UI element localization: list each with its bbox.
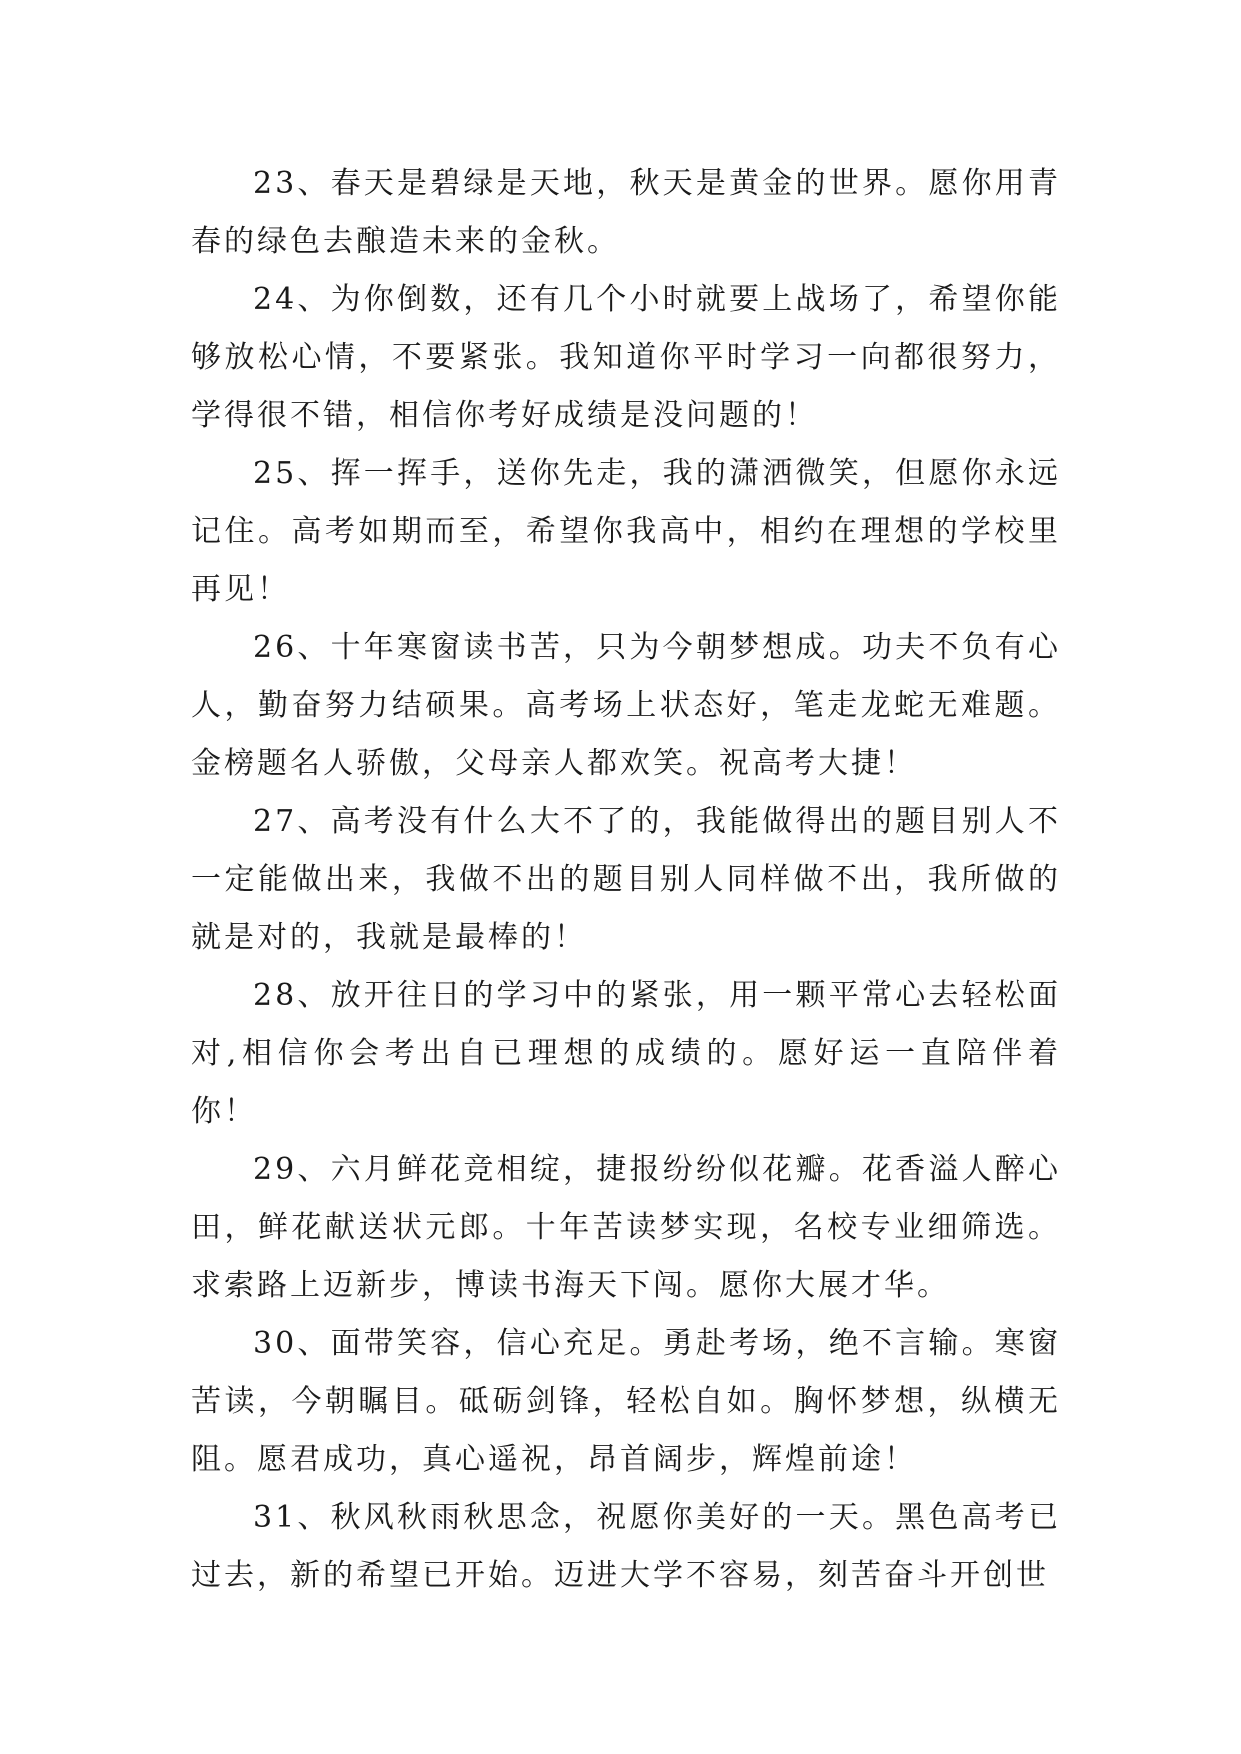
paragraph-29: 29、六月鲜花竞相绽，捷报纷纷似花瓣。花香溢人醉心田，鲜花献送状元郎。十年苦读梦实现，名校专业细筛选。求索路上迈新步，博读书海天下闯。愿你大展才华。 <box>191 1152 1061 1303</box>
paragraph-25: 25、挥一挥手，送你先走，我的潇洒微笑，但愿你永远记住。高考如期而至，希望你我高中，相约在理想的学校里再见！ <box>191 456 1061 607</box>
paragraph-26: 26、十年寒窗读书苦，只为今朝梦想成。功夫不负有心人，勤奋努力结硕果。高考场上状态好，笔走龙蛇无难题。金榜题名人骄傲，父母亲人都欢笑。祝高考大捷！ <box>191 630 1061 781</box>
paragraph-27: 27、高考没有什么大不了的，我能做得出的题目别人不一定能做出来，我做不出的题目别人同样做不出，我所做的就是对的，我就是最棒的！ <box>191 804 1061 955</box>
document-body <box>191 155 1061 1605</box>
paragraph-28: 28、放开往日的学习中的紧张，用一颗平常心去轻松面对,相信你会考出自已理想的成绩的。愿好运一直陪伴着你！ <box>191 978 1061 1129</box>
paragraph-31: 31、秋风秋雨秋思念，祝愿你美好的一天。黑色高考已过去，新的希望已开始。迈进大学不容易，刻苦奋斗开创世 <box>191 1500 1061 1593</box>
paragraph-30: 30、面带笑容，信心充足。勇赴考场，绝不言输。寒窗苦读，今朝瞩目。砥砺剑锋，轻松自如。胸怀梦想，纵横无阻。愿君成功，真心遥祝，昂首阔步，辉煌前途！ <box>191 1326 1061 1477</box>
paragraph-24: 24、为你倒数，还有几个小时就要上战场了，希望你能够放松心情，不要紧张。我知道你平时学习一向都很努力，学得很不错，相信你考好成绩是没问题的！ <box>191 282 1061 433</box>
paragraph-23: 23、春天是碧绿是天地，秋天是黄金的世界。愿你用青春的绿色去酿造未来的金秋。 <box>191 166 1061 259</box>
